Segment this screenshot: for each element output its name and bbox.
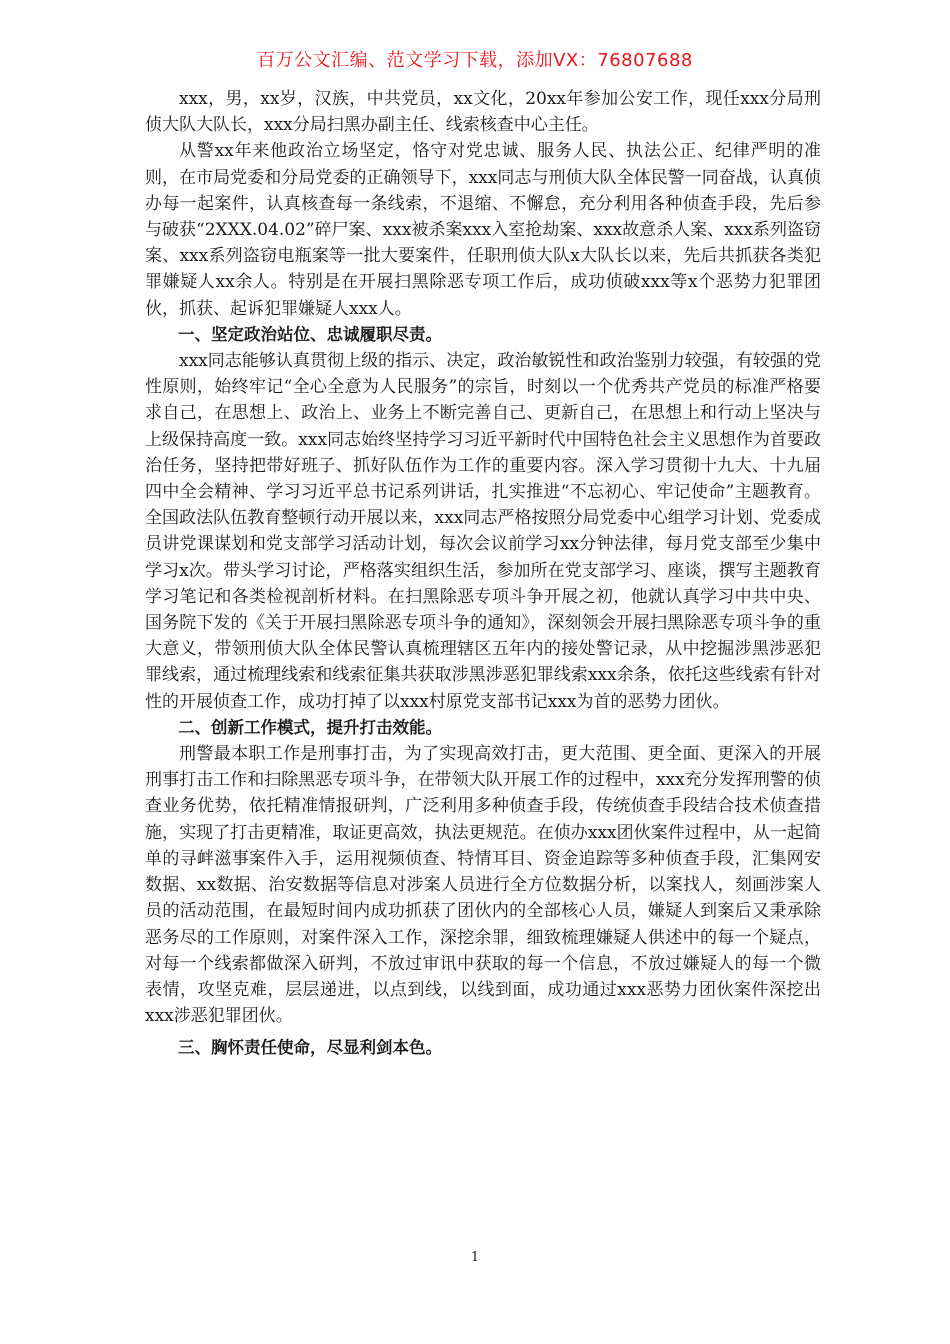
section-2-paragraph: 刑警最本职工作是刑事打击，为了实现高效打击，更大范围、更全面、更深入的开展刑事打击工作和扫除黑恶专项斗争，在带领大队开展工作的过程中，xxx充分发挥刑警的侦查业务优势，依托精准情报研判，广泛利用多种侦查手段，传统侦查手段结合技术侦查措施，实现了打击更精准，取证更高效，执法更规范。在侦办xxx团伙案件过程中，从一起简单的寻衅滋事案件入手，运用视频侦查、特情耳目、资金追踪等多种侦查手段，汇集网安数据、xx数据、治安数据等信息对涉案人员进行全方位数据分析，以案找人，刻画涉案人员的活动范围，在最短时间内成功抓获了团伙内的全部核心人员，嫌疑人到案后又秉承除恶务尽的工作原则，对案件深入工作，深挖余罪，细致梳理嫌疑人供述中的每一个疑点，对每一个线索都做深入研判，不放过审讯中获取的每一个信息，不放过嫌疑人的每一个微表情，攻坚克难，层层递进，以点到线，以线到面，成功通过xxx恶势力团伙案件深挖出xxx涉恶犯罪团伙。 xyxy=(145,744,821,1027)
page-number: 1 xyxy=(470,1250,480,1265)
header-banner: 百万公文汇编、范文学习下载，添加VX：76807688 xyxy=(257,50,693,71)
intro-paragraph: xxx，男，xx岁，汉族，中共党员，xx文化，20xx年参加公安工作，现任xxx分局刑侦大队大队长，xxx分局扫黑办副主任、线索核查中心主任。 xyxy=(145,89,821,136)
section-heading-3: 三、胸怀责任使命，尽显利剑本色。 xyxy=(178,1038,442,1058)
document-body xyxy=(145,86,821,1062)
section-heading-1: 一、坚定政治站位、忠诚履职尽责。 xyxy=(178,324,442,344)
section-heading-2: 二、创新工作模式，提升打击效能。 xyxy=(178,717,442,737)
section-1-paragraph: xxx同志能够认真贯彻上级的指示、决定，政治敏锐性和政治鉴别力较强，有较强的党性原则，始终牢记“全心全意为人民服务”的宗旨，时刻以一个优秀共产党员的标准严格要求自己，在思想上、政治上、业务上不断完善自己、更新自己，在思想上和行动上坚决与上级保持高度一致。xxx同志始终坚持学习习近平新时代中国特色社会主义思想作为首要政治任务，坚持把带好班子、抓好队伍作为工作的重要内容。深入学习贯彻十九大、十九届四中全会精神、学习习近平总书记系列讲话，扎实推进“不忘初心、牢记使命”主题教育。全国政法队伍教育整顿行动开展以来，xxx同志严格按照分局党委中心组学习计划、党委成员讲党课谋划和党支部学习活动计划，每次会议前学习xx分钟法律，每月党支部至少集中学习x次。带头学习讨论，严格落实组织生活，参加所在党支部学习、座谈，撰写主题教育学习笔记和各类检视剖析材料。在扫黑除恶专项斗争开展之初，他就认真学习中共中央、国务院下发的《关于开展扫黑除恶专项斗争的通知》，深刻领会开展扫黑除恶专项斗争的重大意义，带领刑侦大队全体民警认真梳理辖区五年内的接处警记录，从中挖掘涉黑涉恶犯罪线索，通过梳理线索和线索征集共获取涉黑涉恶犯罪线索xxx余条，依托这些线索有针对性的开展侦查工作，成功打掉了以xxx村原党支部书记xxx为首的恶势力团伙。 xyxy=(145,351,821,712)
summary-paragraph: 从警xx年来他政治立场坚定，恪守对党忠诚、服务人民、执法公正、纪律严明的准则，在市局党委和分局党委的正确领导下，xxx同志与刑侦大队全体民警一同奋战，认真侦办每一起案件，认真核查每一条线索，不退缩、不懈怠，充分利用各种侦查手段，先后参与破获“2XXX.04.02”碎尸案、xxx被杀案xxx入室抢劫案、xxx故意杀人案、xxx系列盗窃案、xxx系列盗窃电瓶案等一批大要案件，任职刑侦大队x大队长以来，先后共抓获各类犯罪嫌疑人xx余人。特别是在开展扫黑除恶专项工作后，成功侦破xxx等x个恶势力犯罪团伙，抓获、起诉犯罪嫌疑人xxx人。 xyxy=(145,141,821,319)
